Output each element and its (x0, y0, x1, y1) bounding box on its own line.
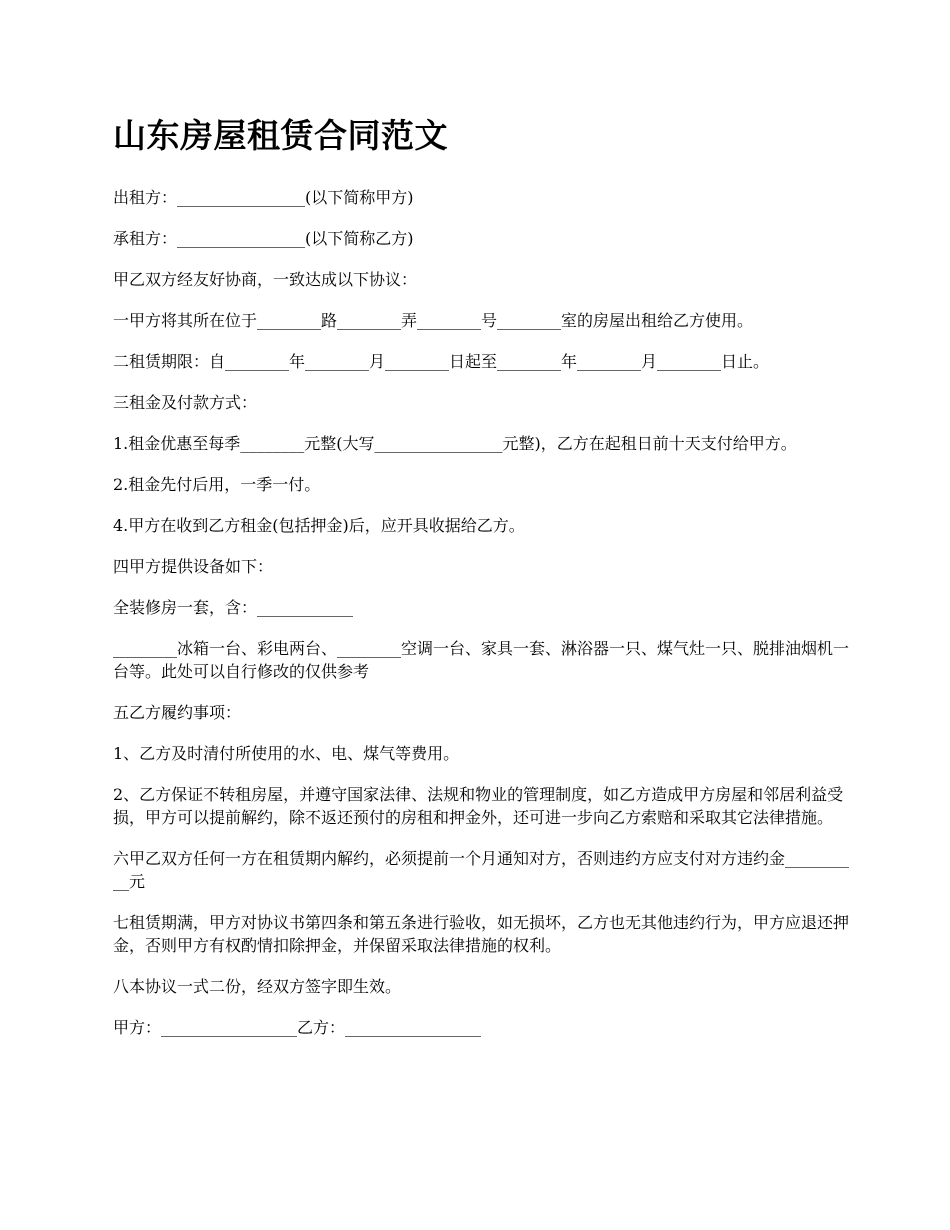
clause-4-heading: 四甲方提供设备如下： (113, 557, 274, 576)
clause-5-heading: 五乙方履约事项： (113, 703, 242, 722)
clause-3-item-2: 2.租金先付后用，一季一付。 (113, 475, 321, 494)
clause-6-termination: 六甲乙双方任何一方在租赁期内解约，必须提前一个月通知对方，否则违约方应支付对方违约金__________元 (113, 849, 850, 891)
clause-3-item-1: 1.租金优惠至每季________元整(大写________________元整)，乙方在起租日前十天支付给甲方。 (113, 434, 797, 453)
clause-5-item-1: 1、乙方及时清付所使用的水、电、煤气等费用。 (113, 744, 460, 763)
clause-1-property: 一甲方将其所在位于________路________弄________号________室的房屋出租给乙方使用。 (113, 311, 754, 330)
document-title: 山东房屋租赁合同范文 (113, 116, 448, 155)
clause-3-item-4: 4.甲方在收到乙方租金(包括押金)后，应开具收据给乙方。 (113, 516, 525, 535)
clause-7-expiry: 七租赁期满，甲方对协议书第四条和第五条进行验收，如无损坏，乙方也无其他违约行为，甲方应退还押金，否则甲方有权酌情扣除押金，并保留采取法律措施的权利。 (113, 913, 850, 955)
clause-5-item-2: 2、乙方保证不转租房屋，并遵守国家法律、法规和物业的管理制度，如乙方造成甲方房屋和邻居利益受损，甲方可以提前解约，除不返还预付的房租和押金外，还可进一步向乙方索赔和采取其它法律措施。 (113, 785, 844, 827)
clause-lessor: 出租方：________________(以下简称甲方) (113, 188, 414, 207)
clause-lessee: 承租方：________________(以下简称乙方) (113, 229, 414, 248)
document-body (113, 112, 853, 1057)
clause-4-item-2: ________冰箱一台、彩电两台、________空调一台、家具一套、淋浴器一只、煤气灶一只、脱排油烟机一台等。此处可以自行修改的仅供参考 (113, 639, 850, 681)
signature-line: 甲方：_________________乙方：_________________ (113, 1018, 482, 1037)
clause-8-effect: 八本协议一式二份，经双方签字即生效。 (113, 977, 402, 996)
clause-2-term: 二租赁期限：自________年________月________日起至________年________月________日止。 (113, 352, 770, 371)
clause-4-item-1: 全装修房一套，含：____________ (113, 598, 354, 617)
clause-agreement-intro: 甲乙双方经友好协商，一致达成以下协议： (113, 270, 418, 289)
clause-3-heading: 三租金及付款方式： (113, 393, 258, 412)
